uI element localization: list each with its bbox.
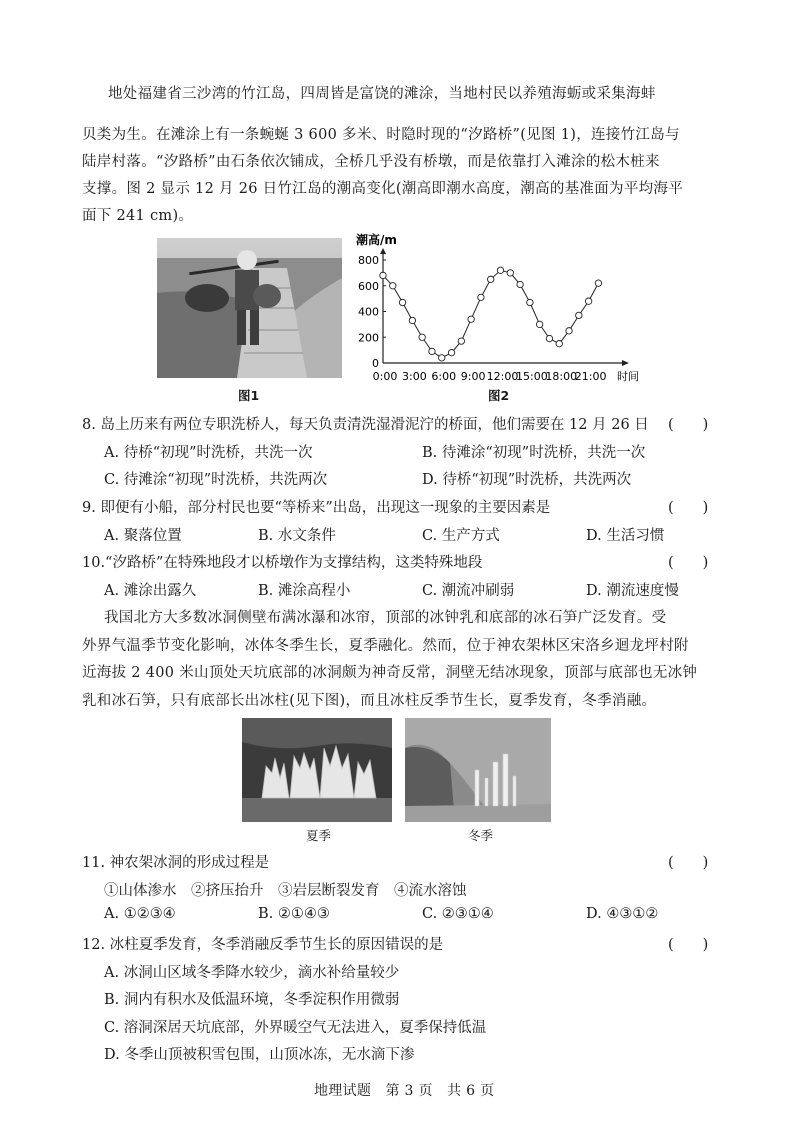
q11-option-a: A. ①②③④ xyxy=(104,906,176,922)
passage2-line-4: 乳和冰石笋，只有底部长出冰柱(见下图)，而且冰柱反季节生长，夏季发育，冬季消融。 xyxy=(82,693,657,709)
q10-option-c: C. 潮流冲刷弱 xyxy=(422,583,515,599)
tide-data-point xyxy=(448,350,454,356)
figure2-chart xyxy=(350,228,640,388)
q9-option-a: A. 聚落位置 xyxy=(104,528,182,544)
y-tick-label: 200 xyxy=(358,331,379,345)
q9-option-d: D. 生活习惯 xyxy=(586,528,665,544)
tide-data-point xyxy=(458,338,464,344)
passage2-line-1: 我国北方大多数冰洞侧壁布满冰瀑和冰帘，顶部的冰钟乳和底部的冰石笋广泛发育。受 xyxy=(104,610,667,626)
passage1-line-2: 贝类为生。在滩涂上有一条蜿蜒 3 600 多米、时隐时现的“汐路桥”(见图 1)，连接竹江岛与 xyxy=(82,127,680,143)
passage1-line-3: 陆岸村落。“汐路桥”由石条依次铺成，全桥几乎没有桥墩，而是依靠打入滩涂的松木桩来 xyxy=(82,154,660,170)
y-tick-label: 600 xyxy=(358,279,379,293)
tide-data-point xyxy=(468,316,474,322)
passage2-line-2: 外界气温季节变化影响，冰体冬季生长，夏季融化。然而，位于神农架林区宋洛乡迴龙坪村附 xyxy=(82,638,689,654)
x-tick-label: 21:00 xyxy=(574,370,607,383)
q12-option-a: A. 冰洞山区域冬季降水较少，滴水补给量较少 xyxy=(104,965,400,981)
q8-option-d: D. 待桥“初现”时洗桥，共洗两次 xyxy=(422,472,632,488)
q9-stem: 9. 即便有小船，部分村民也要“等桥来”出岛，出现这一现象的主要因素是 xyxy=(82,500,551,516)
q10-answer-paren: ( ) xyxy=(668,555,709,571)
tide-data-point xyxy=(507,270,513,276)
tide-data-point xyxy=(556,340,562,346)
q11-option-b: B. ②①④③ xyxy=(258,906,330,922)
q12-option-c: C. 溶洞深居天坑底部，外界暖空气无法进入，夏季保持低温 xyxy=(104,1020,487,1036)
figure1-photo xyxy=(157,238,342,378)
passage1-line-5: 面下 241 cm)。 xyxy=(82,208,194,224)
tide-data-point xyxy=(380,272,386,278)
q10-stem: 10.“汐路桥”在特殊地段才以桥墩作为支撑结构，这类特殊地段 xyxy=(82,555,483,571)
q10-option-b: B. 滩涂高程小 xyxy=(258,583,351,599)
q8-answer-paren: ( ) xyxy=(668,417,709,433)
x-tick-label: 6:00 xyxy=(431,370,457,383)
tide-data-point xyxy=(585,298,591,304)
tide-data-point xyxy=(527,299,533,305)
tide-data-point xyxy=(497,267,503,273)
q8-stem: 8. 岛上历来有两位专职洗桥人，每天负责清洗湿滑泥泞的桥面，他们需要在 12 月 26 日 xyxy=(82,417,649,433)
tide-data-point xyxy=(429,348,435,354)
x-tick-label: 12:00 xyxy=(486,370,519,383)
tide-data-point xyxy=(488,276,494,282)
passage1-line-4: 支撑。图 2 显示 12 月 26 日竹江岛的潮高变化(潮高即潮水高度，潮高的基准面为平均海平 xyxy=(82,181,684,197)
q11-items: ①山体渗水 ②挤压抬升 ③岩层断裂发育 ④流水溶蚀 xyxy=(104,883,467,899)
winter-ice-cave-photo xyxy=(405,718,551,822)
q12-option-b: B. 洞内有积水及低温环境，冬季淀积作用微弱 xyxy=(104,992,400,1008)
q11-option-d: D. ④③①② xyxy=(586,906,659,922)
tide-series-line xyxy=(383,270,598,358)
passage2-line-3: 近海拔 2 400 米山顶处天坑底部的冰洞颇为神奇反常，洞壁无结冰现象，顶部与底部也无冰钟 xyxy=(82,665,698,681)
tide-data-point xyxy=(478,294,484,300)
q12-answer-paren: ( ) xyxy=(668,937,709,953)
tide-data-point xyxy=(566,328,572,334)
q10-option-d: D. 潮流速度慢 xyxy=(586,583,679,599)
tide-data-point xyxy=(419,334,425,340)
tide-data-point xyxy=(595,280,601,286)
figure2-caption: 图2 xyxy=(488,388,510,403)
tide-data-point xyxy=(576,312,582,318)
summer-caption: 夏季 xyxy=(306,828,332,843)
figure1-caption: 图1 xyxy=(238,388,260,403)
q11-answer-paren: ( ) xyxy=(668,855,709,871)
tide-data-point xyxy=(409,317,415,323)
tide-data-point xyxy=(399,299,405,305)
x-tick-label: 18:00 xyxy=(545,370,578,383)
tide-data-point xyxy=(517,281,523,287)
chart-xlabel: 时间 xyxy=(617,370,639,383)
q9-answer-paren: ( ) xyxy=(668,500,709,516)
q12-stem: 12. 冰柱夏季发育，冬季消融反季节生长的原因错误的是 xyxy=(82,937,444,953)
q9-option-b: B. 水文条件 xyxy=(258,528,336,544)
y-tick-label: 400 xyxy=(358,305,379,319)
y-tick-label: 800 xyxy=(358,254,379,267)
q8-option-c: C. 待滩涂“初现”时洗桥，共洗两次 xyxy=(104,472,328,488)
tide-data-point xyxy=(536,321,542,327)
tide-data-point xyxy=(546,335,552,341)
x-tick-label: 9:00 xyxy=(460,370,486,383)
q10-option-a: A. 滩涂出露久 xyxy=(104,583,197,599)
q12-option-d: D. 冬季山顶被积雪包围，山顶冰冻，无水滴下渗 xyxy=(104,1047,415,1063)
chart-ylabel: 潮高/m xyxy=(356,233,397,247)
passage1-line-1: 地处福建省三沙湾的竹江岛，四周皆是富饶的滩涂，当地村民以养殖海蛎或采集海蚌 xyxy=(108,86,656,102)
q11-stem: 11. 神农架冰洞的形成过程是 xyxy=(82,855,270,871)
q8-option-a: A. 待桥“初现”时洗桥，共洗一次 xyxy=(104,445,313,461)
q9-option-c: C. 生产方式 xyxy=(422,528,500,544)
x-tick-label: 0:00 xyxy=(372,370,398,383)
tide-data-point xyxy=(390,283,396,289)
x-tick-label: 15:00 xyxy=(516,370,548,383)
y-tick-label: 0 xyxy=(372,357,379,370)
q8-option-b: B. 待滩涂“初现”时洗桥，共洗一次 xyxy=(422,445,646,461)
winter-caption: 冬季 xyxy=(468,828,494,843)
x-tick-label: 3:00 xyxy=(402,370,427,383)
summer-ice-cave-photo xyxy=(242,718,392,822)
page-footer: 地理试题 第 3 页 共 6 页 xyxy=(314,1083,495,1099)
tide-data-point xyxy=(439,355,445,361)
q11-option-c: C. ②③①④ xyxy=(422,906,494,922)
